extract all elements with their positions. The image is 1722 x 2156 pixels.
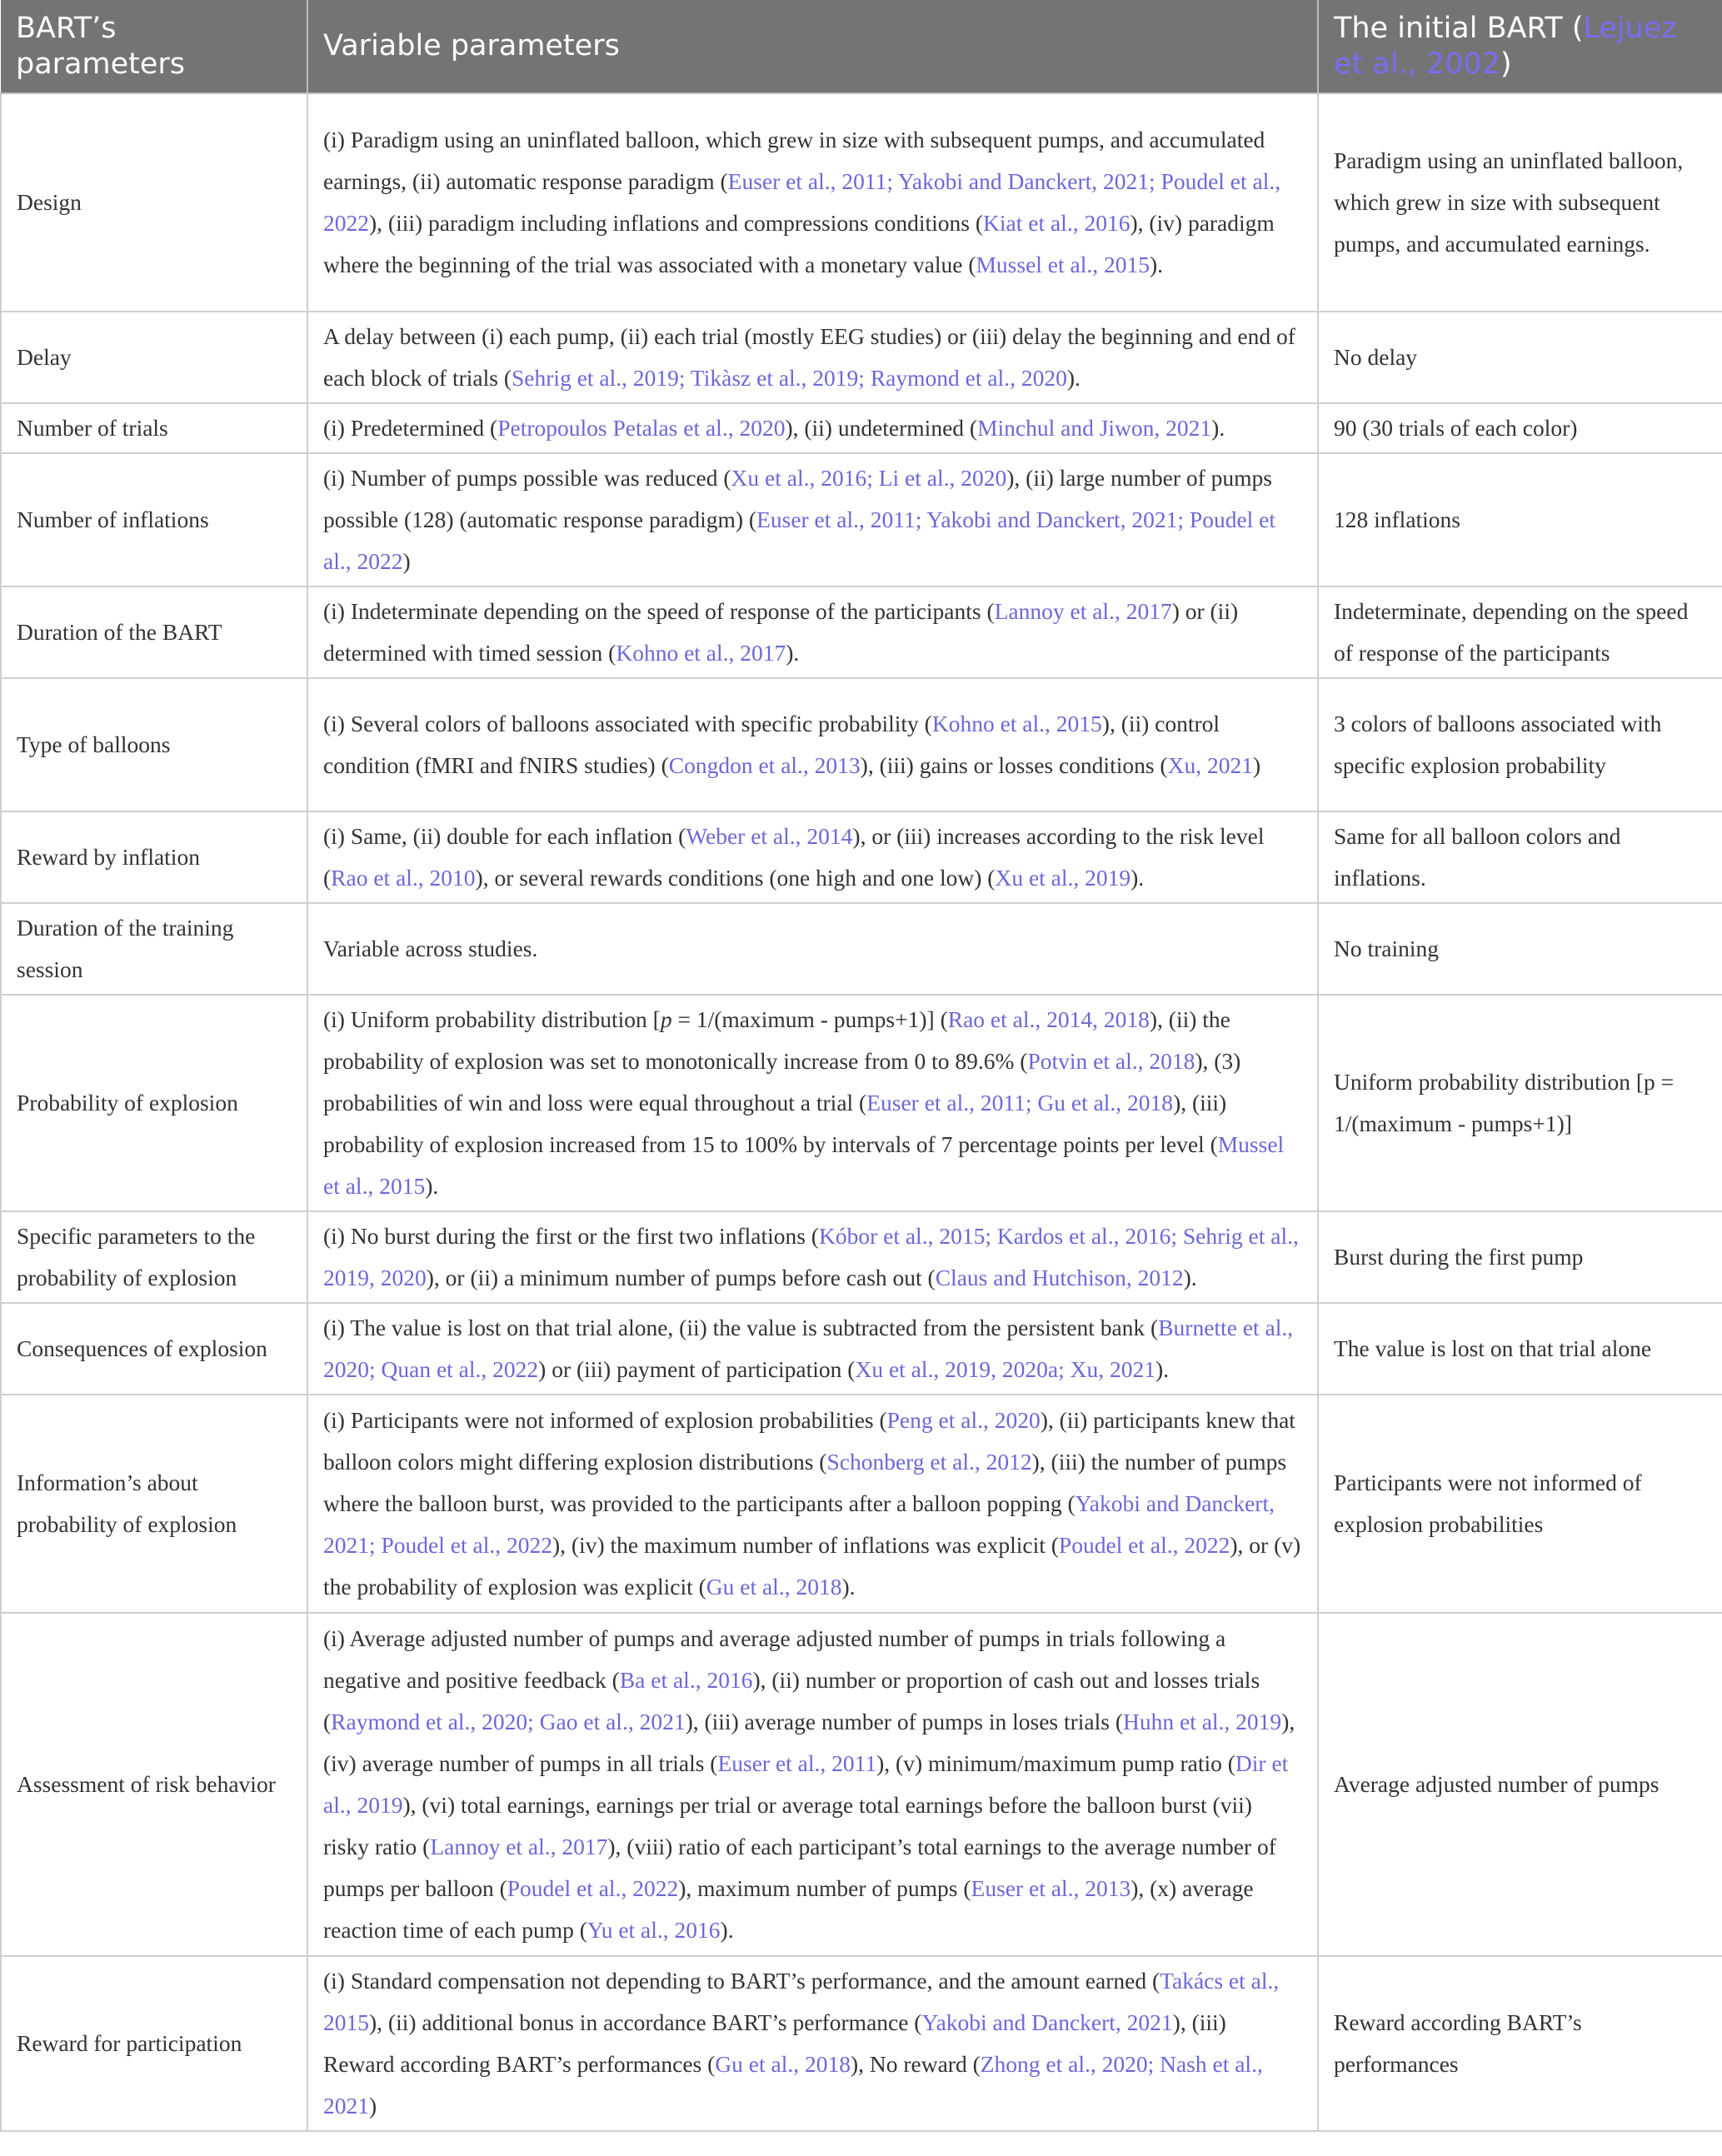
variable-text: ). [1150, 252, 1164, 277]
variable-text: (i) Predetermined ( [323, 415, 498, 441]
citation-link[interactable]: Schonberg et al., 2012 [826, 1449, 1032, 1475]
initial-cell: Reward according BART’s performances [1318, 1956, 1722, 2131]
variable-text: ), (iv) average number of pumps in all trials ( [323, 1709, 1295, 1776]
table-row [1, 453, 1722, 586]
table-row [1, 312, 1722, 403]
variable-text: ) [369, 2093, 377, 2119]
citation-link[interactable]: Poudel et al., 2022 [1058, 1532, 1230, 1558]
citation-link[interactable]: Euser et al., 2011; Gu et al., 2018 [866, 1090, 1174, 1115]
header-row [1, 0, 1722, 93]
citation-link[interactable]: Euser et al., 2011; Yakobi and Danckert, 2021; Poudel et al., 2022 [323, 168, 1281, 236]
variable-text: ), (iii) paradigm including inflations and compressions conditions ( [369, 210, 984, 236]
variable-text: ), or several rewards conditions (one high and one low) ( [475, 865, 996, 891]
parameter-cell: Probability of explosion [1, 995, 307, 1211]
citation-link[interactable]: Ba et al., 2016 [619, 1667, 753, 1693]
parameter-cell: Assessment of risk behavior [1, 1613, 307, 1956]
citation-link[interactable]: Sehrig et al., 2019; Tikàsz et al., 2019; Raymond et al., 2020 [512, 365, 1067, 391]
variable-text: ). [1183, 1265, 1197, 1290]
citation-link[interactable]: Euser et al., 2013 [971, 1875, 1131, 1901]
parameter-cell: Reward for participation [1, 1956, 307, 2131]
variable-text: ). [720, 1917, 734, 1943]
italic-variable: p [660, 1006, 672, 1032]
variable-text: (i) Standard compensation not depending to BART’s performance, and the amount earned ( [323, 1968, 1160, 1994]
variable-text: ), (3) probabilities of win and loss were equal throughout a trial ( [323, 1048, 1241, 1115]
citation-link[interactable]: Burnette et al., 2020; Quan et al., 2022 [323, 1315, 1294, 1382]
variable-text: A delay between (i) each pump, (ii) each trial (mostly EEG studies) or (iii) delay the beginning and end of each block of trials ( [323, 323, 1295, 391]
variable-text: ), (ii) large number of pumps possible (128) (automatic response paradigm) ( [323, 465, 1272, 532]
variable-cell [307, 1303, 1318, 1395]
variable-text: ), or (v) the probability of explosion was explicit ( [323, 1532, 1301, 1600]
header-variable-parameters: Variable parameters [307, 0, 1318, 93]
variable-text: (i) Average adjusted number of pumps and average adjusted number of pumps in trials following a negative and positive feedback ( [323, 1625, 1226, 1693]
citation-link[interactable]: Zhong et al., 2020; Nash et al., 2021 [323, 2051, 1263, 2119]
table-row [1, 903, 1722, 995]
table-row [1, 1303, 1722, 1395]
variable-text: ), (v) minimum/maximum pump ratio ( [876, 1750, 1235, 1776]
initial-cell: 90 (30 trials of each color) [1318, 403, 1722, 453]
initial-cell: Average adjusted number of pumps [1318, 1613, 1722, 1956]
citation-link[interactable]: Gu et al., 2018 [706, 1574, 842, 1600]
variable-cell [307, 93, 1318, 312]
citation-link[interactable]: Potvin et al., 2018 [1027, 1048, 1195, 1074]
table-body [1, 93, 1722, 2131]
variable-text: ), (iv) paradigm where the beginning of the trial was associated with a monetary value ( [323, 210, 1275, 277]
variable-text: ) [1252, 752, 1261, 778]
variable-text: (i) No burst during the first or the first two inflations ( [323, 1223, 819, 1249]
citation-link[interactable]: Yakobi and Danckert, 2021 [921, 2009, 1173, 2035]
citation-link[interactable]: Peng et al., 2020 [886, 1407, 1041, 1433]
initial-cell: 128 inflations [1318, 453, 1722, 586]
initial-cell: The value is lost on that trial alone [1318, 1303, 1722, 1395]
variable-text: ). [1155, 1356, 1170, 1382]
initial-cell: No training [1318, 903, 1722, 995]
table-row [1, 93, 1722, 312]
citation-link[interactable]: Kohno et al., 2017 [616, 640, 786, 666]
variable-cell [307, 678, 1318, 811]
variable-text: ), No reward ( [850, 2051, 981, 2077]
variable-text: ) [402, 548, 411, 574]
table-row [1, 403, 1722, 453]
variable-cell [307, 586, 1318, 678]
citation-link[interactable]: Petropoulos Petalas et al., 2020 [497, 415, 786, 441]
table-row [1, 1613, 1722, 1956]
initial-cell: Indeterminate, depending on the speed of response of the participants [1318, 586, 1722, 678]
variable-text: ). [1066, 365, 1081, 391]
variable-cell [307, 403, 1318, 453]
variable-text: (i) The value is lost on that trial alone, (ii) the value is subtracted from the persistent bank ( [323, 1315, 1159, 1340]
variable-cell [307, 1211, 1318, 1303]
table-row [1, 811, 1722, 903]
variable-text: ). [786, 640, 800, 666]
variable-text: ), (iii) Reward according BART’s performances ( [323, 2009, 1226, 2077]
citation-link[interactable]: Xu et al., 2019, 2020a; Xu, 2021 [855, 1356, 1155, 1382]
variable-text: ), (ii) the probability of explosion was set to monotonically increase from 0 to 89.6% ( [323, 1006, 1230, 1074]
variable-text: (i) Several colors of balloons associated with specific probability ( [323, 711, 932, 736]
initial-cell: No delay [1318, 312, 1722, 403]
variable-cell [307, 1956, 1318, 2131]
citation-link[interactable]: Kóbor et al., 2015; Kardos et al., 2016; Sehrig et al., 2019, 2020 [323, 1223, 1299, 1290]
header-citation-link[interactable]: Lejuez et al., 2002 [1334, 11, 1677, 81]
variable-text: ), (iii) probability of explosion increased from 15 to 100% by intervals of 7 percentage points per level ( [323, 1090, 1227, 1157]
variable-cell [307, 995, 1318, 1211]
citation-link[interactable]: Yu et al., 2016 [586, 1917, 721, 1943]
initial-cell: Uniform probability distribution [p = 1/(maximum - pumps+1)] [1318, 995, 1722, 1211]
table-row [1, 995, 1722, 1211]
citation-link[interactable]: Weber et al., 2014 [686, 823, 853, 849]
initial-cell: Participants were not informed of explosion probabilities [1318, 1395, 1722, 1613]
parameter-cell: Consequences of explosion [1, 1303, 307, 1395]
citation-link[interactable]: Rao et al., 2014, 2018 [947, 1006, 1150, 1032]
parameter-cell: Duration of the BART [1, 586, 307, 678]
variable-cell [307, 453, 1318, 586]
citation-link[interactable]: Euser et al., 2011 [717, 1750, 877, 1776]
citation-link[interactable]: Poudel et al., 2022 [507, 1875, 679, 1901]
citation-link[interactable]: Xu et al., 2019 [995, 865, 1131, 891]
citation-link[interactable]: Claus and Hutchison, 2012 [935, 1265, 1184, 1290]
citation-link[interactable]: Lannoy et al., 2017 [994, 598, 1172, 624]
variable-text: = 1/(maximum - pumps+1)] ( [671, 1006, 948, 1032]
citation-link[interactable]: Xu, 2021 [1167, 752, 1253, 778]
parameter-cell: Delay [1, 312, 307, 403]
table-row [1, 1211, 1722, 1303]
initial-cell: 3 colors of balloons associated with specific explosion probability [1318, 678, 1722, 811]
citation-link[interactable]: Takács et al., 2015 [323, 1968, 1280, 2035]
citation-link[interactable]: Yakobi and Danckert, 2021; Poudel et al., 2022 [323, 1490, 1275, 1558]
variable-text: (i) Uniform probability distribution [ [323, 1006, 661, 1032]
citation-link[interactable]: Dir et al., 2019 [323, 1750, 1289, 1818]
variable-text: ). [841, 1574, 856, 1600]
parameter-cell: Information’s about probability of explosion [1, 1395, 307, 1613]
citation-link[interactable]: Gu et al., 2018 [715, 2051, 851, 2077]
header-initial-bart [1318, 0, 1722, 93]
citation-link[interactable]: Rao et al., 2010 [331, 865, 476, 891]
parameter-cell: Design [1, 93, 307, 312]
variable-text: ). [425, 1173, 439, 1199]
variable-text: ), or (ii) a minimum number of pumps before cash out ( [426, 1265, 936, 1290]
citation-link[interactable]: Mussel et al., 2015 [323, 1131, 1285, 1199]
variable-cell [307, 312, 1318, 403]
parameter-cell: Duration of the training session [1, 903, 307, 995]
citation-link[interactable]: Huhn et al., 2019 [1123, 1709, 1282, 1734]
citation-link[interactable]: Raymond et al., 2020; Gao et al., 2021 [331, 1709, 686, 1734]
variable-text: ), (iv) the maximum number of inflations was explicit ( [552, 1532, 1059, 1558]
variable-text: ), (iii) the number of pumps where the balloon burst, was provided to the participants after a balloon popping ( [323, 1449, 1287, 1516]
variable-text: ), (viii) ratio of each participant’s total earnings to the average number of pumps per balloon ( [323, 1834, 1276, 1901]
parameter-cell: Type of balloons [1, 678, 307, 811]
variable-text: (i) Same, (ii) double for each inflation ( [323, 823, 686, 849]
parameter-cell: Specific parameters to the probability of explosion [1, 1211, 307, 1303]
variable-text: (i) Participants were not informed of explosion probabilities ( [323, 1407, 887, 1433]
table-row [1, 1956, 1722, 2131]
variable-text: (i) Paradigm using an uninflated balloon, which grew in size with subsequent pumps, and accumulated earnings, (ii) automatic response paradigm ( [323, 127, 1265, 194]
parameter-cell: Number of inflations [1, 453, 307, 586]
header-initial-prefix: The initial BART ( [1334, 11, 1584, 45]
variable-text: ), (ii) participants knew that balloon colors might differing explosion distributions ( [323, 1407, 1295, 1475]
variable-text: ). [1131, 865, 1145, 891]
variable-text: ), maximum number of pumps ( [678, 1875, 971, 1901]
variable-text: (i) Indeterminate depending on the speed of response of the participants ( [323, 598, 995, 624]
variable-text: ) or (iii) payment of participation ( [538, 1356, 856, 1382]
citation-link[interactable]: Congdon et al., 2013 [668, 752, 861, 778]
citation-link[interactable]: Kiat et al., 2016 [983, 210, 1131, 236]
variable-text: ), (ii) additional bonus in accordance BART’s performance ( [369, 2009, 922, 2035]
header-bart-parameters: BART’s parameters [1, 0, 307, 93]
header-initial-suffix: ) [1500, 47, 1512, 81]
variable-text: ), (vi) total earnings, earnings per trial or average total earnings before the balloon burst (vii) risky ratio ( [323, 1792, 1252, 1859]
table-row [1, 1395, 1722, 1613]
variable-text: ), (iii) average number of pumps in loses trials ( [685, 1709, 1123, 1734]
citation-link[interactable]: Minchul and Jiwon, 2021 [977, 415, 1212, 441]
variable-cell [307, 1613, 1318, 1956]
parameter-cell: Number of trials [1, 403, 307, 453]
variable-text: ), (iii) gains or losses conditions ( [860, 752, 1168, 778]
variable-cell [307, 1395, 1318, 1613]
table-row [1, 678, 1722, 811]
variable-text: ), or (iii) increases according to the risk level ( [323, 823, 1265, 891]
variable-text: ), (x) average reaction time of each pump ( [323, 1875, 1254, 1943]
variable-text: Variable across studies. [323, 936, 538, 961]
variable-text: ), (ii) control condition (fMRI and fNIRS studies) ( [323, 711, 1220, 778]
table-row [1, 586, 1722, 678]
variable-text: (i) Number of pumps possible was reduced ( [323, 465, 731, 491]
initial-cell: Paradigm using an uninflated balloon, which grew in size with subsequent pumps, and accumulated earnings. [1318, 93, 1722, 312]
variable-cell [307, 811, 1318, 903]
variable-cell [307, 903, 1318, 995]
initial-cell: Burst during the first pump [1318, 1211, 1722, 1303]
variable-text: ) or (ii) determined with timed session ( [323, 598, 1239, 666]
citation-link[interactable]: Kohno et al., 2015 [931, 711, 1102, 736]
variable-text: ). [1211, 415, 1225, 441]
variable-text: ), (ii) undetermined ( [785, 415, 978, 441]
variable-text: ), (ii) number or proportion of cash out and losses trials ( [323, 1667, 1260, 1734]
initial-cell: Same for all balloon colors and inflations. [1318, 811, 1722, 903]
citation-link[interactable]: Mussel et al., 2015 [976, 252, 1150, 277]
citation-link[interactable]: Lannoy et al., 2017 [430, 1834, 608, 1859]
citation-link[interactable]: Xu et al., 2016; Li et al., 2020 [731, 465, 1007, 491]
citation-link[interactable]: Euser et al., 2011; Yakobi and Danckert, 2021; Poudel et al., 2022 [323, 507, 1276, 574]
parameter-cell: Reward by inflation [1, 811, 307, 903]
